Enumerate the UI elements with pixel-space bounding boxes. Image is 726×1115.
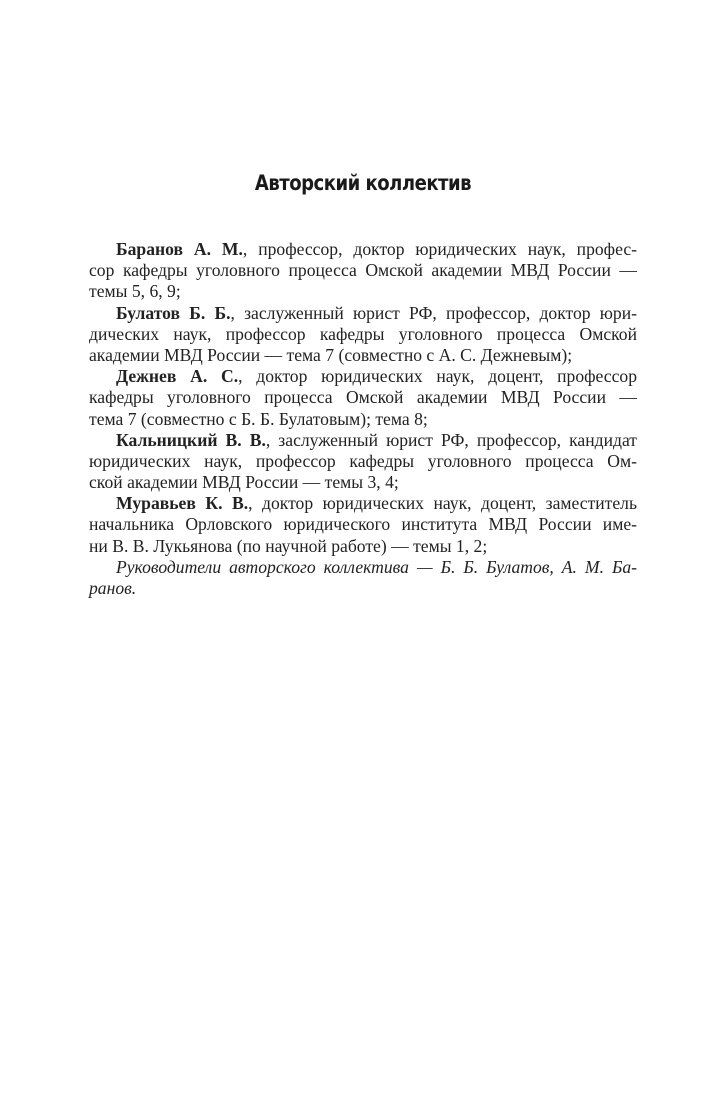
author-line — [89, 303, 637, 324]
author-entry-baranov — [89, 239, 637, 303]
author-text: ской академии МВД России — темы 3, 4; — [89, 472, 399, 493]
author-text: ни В. В. Лукьянова (по научной работе) — темы 1, 2; — [89, 535, 488, 556]
author-text: темы 5, 6, 9; — [89, 281, 181, 302]
leaders-text: ранов. — [89, 578, 137, 598]
author-text: , профессор, доктор юридических наук, профес- — [242, 239, 637, 259]
author-name: Булатов Б. Б. — [116, 302, 231, 323]
author-text: дических наук, профессор кафедры уголовного процесса Омской — [89, 323, 637, 344]
leaders-entry — [89, 557, 637, 599]
author-line — [89, 430, 637, 451]
author-name: Дежнев А. С. — [116, 366, 239, 387]
author-text: сор кафедры уголовного процесса Омской академии МВД России — — [89, 260, 637, 281]
author-line — [89, 493, 637, 514]
author-entry-dezhnev — [89, 366, 637, 430]
author-text: тема 7 (совместно с Б. Б. Булатовым); тема 8; — [89, 408, 428, 429]
author-text: кафедры уголовного процесса Омской академии МВД России — — [89, 387, 637, 408]
author-text: , доктор юридических наук, доцент, профессор — [238, 366, 637, 387]
page-title: Авторский коллектив — [254, 171, 472, 195]
leaders-text: Руководители авторского коллектива — Б. Б. Булатов, А. М. Ба- — [116, 556, 637, 577]
author-entry-bulatov — [89, 303, 637, 367]
author-text: начальника Орловского юридического института МВД России име- — [89, 514, 637, 535]
author-name: Кальницкий В. В. — [116, 429, 266, 450]
author-entry-muravyev — [89, 493, 637, 557]
author-text: юридических наук, профессор кафедры уголовного процесса Ом- — [89, 450, 637, 471]
author-text: академии МВД России — тема 7 (совместно с А. С. Дежневым); — [89, 344, 573, 365]
author-name: Муравьев К. В. — [116, 493, 249, 514]
authors-list — [89, 239, 637, 599]
author-text: , доктор юридических наук, доцент, заместитель — [248, 493, 637, 514]
author-line — [89, 366, 637, 387]
author-text: , заслуженный юрист РФ, профессор, кандидат — [265, 429, 638, 450]
author-name: Баранов А. М. — [116, 239, 243, 259]
author-text: , заслуженный юрист РФ, профессор, доктор юри- — [230, 302, 637, 323]
author-entry-kalnitsky — [89, 430, 637, 494]
author-line — [89, 239, 637, 260]
